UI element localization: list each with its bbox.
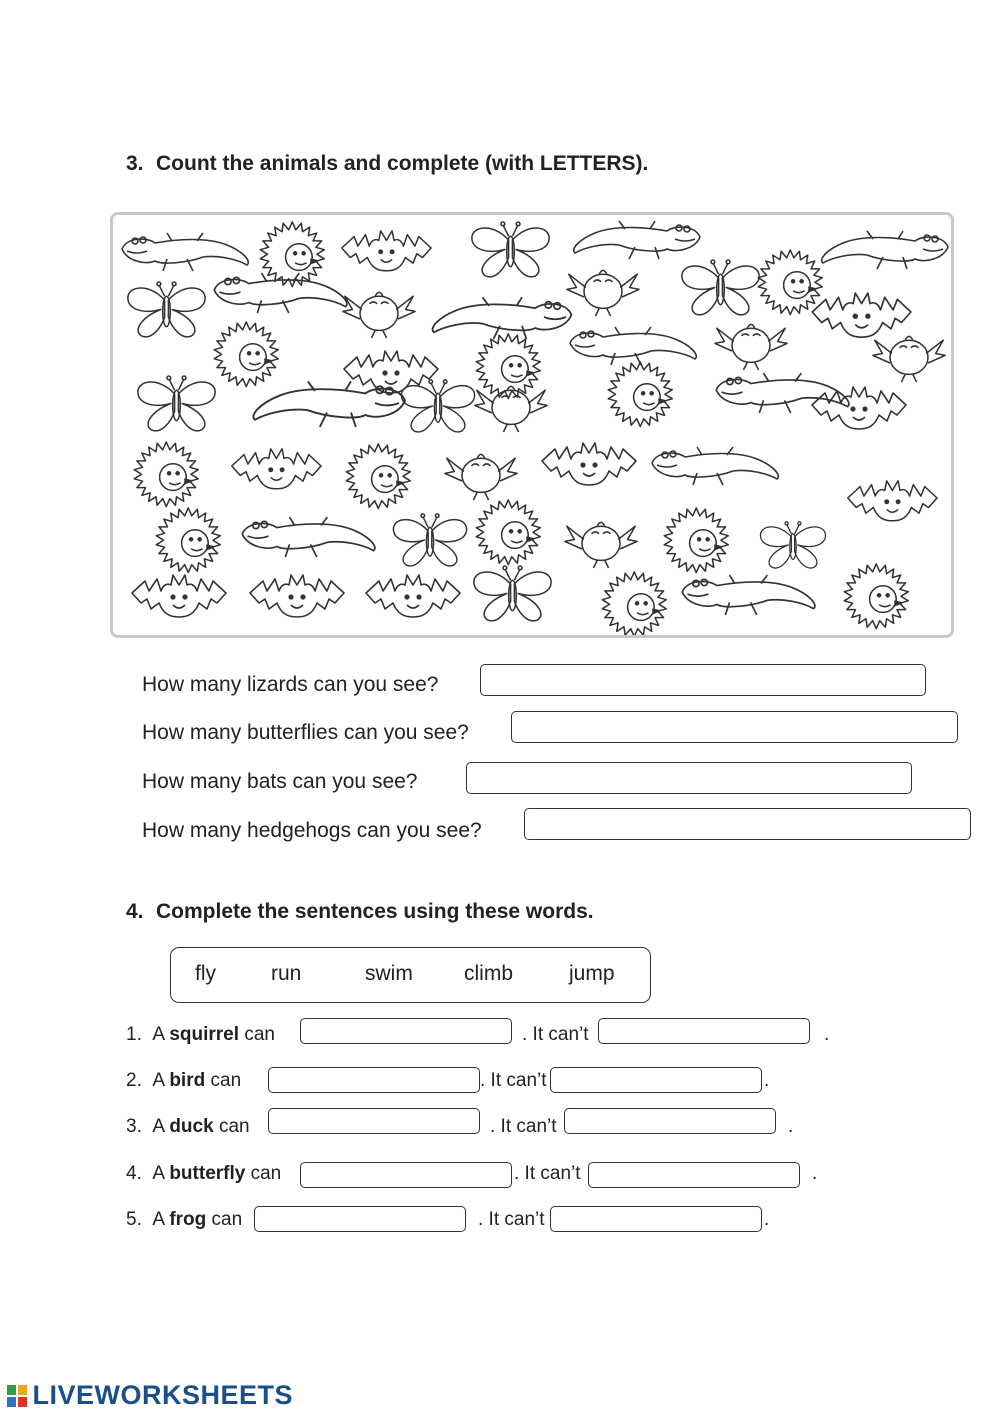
sentence-4-cant-input[interactable] <box>588 1162 800 1188</box>
sentence-article: A <box>152 1209 165 1230</box>
section-4-title: Complete the sentences using these words. <box>156 900 594 923</box>
sentence-4-start <box>126 1163 281 1185</box>
lizard-drawing <box>822 231 948 269</box>
sentence-4-cant: . It can’t <box>514 1163 581 1184</box>
bat-drawing <box>542 443 636 485</box>
lizard-drawing <box>682 575 815 615</box>
sentence-animal: duck <box>169 1116 214 1137</box>
bat-drawing <box>812 387 906 429</box>
bird-drawing <box>445 454 517 500</box>
question-hedgehogs: How many hedgehogs can you see? <box>142 819 482 842</box>
sentence-number: 5. <box>126 1209 142 1230</box>
butterfly-drawing <box>401 380 474 432</box>
sentence-2-can-input[interactable] <box>268 1067 480 1093</box>
bat-drawing <box>232 449 321 489</box>
butterfly-drawing <box>472 222 549 277</box>
sentence-animal: butterfly <box>169 1163 246 1184</box>
sentence-3-cant-input[interactable] <box>564 1108 776 1134</box>
butterflies-answer-input[interactable] <box>511 711 958 743</box>
sentence-article: A <box>152 1116 165 1137</box>
hedgehog-drawing <box>260 222 324 287</box>
word-bank <box>170 947 651 1003</box>
bat-drawing <box>366 575 460 617</box>
sentence-can: can <box>210 1070 242 1091</box>
sentence-article: A <box>152 1163 165 1184</box>
hedgehogs-answer-input[interactable] <box>524 808 971 840</box>
sentence-3-cant: . It can’t <box>490 1116 557 1137</box>
bat-drawing <box>250 575 344 617</box>
sentence-can: can <box>218 1116 250 1137</box>
sentence-article: A <box>152 1070 165 1091</box>
bird-drawing <box>567 270 639 316</box>
sentence-animal: bird <box>169 1070 206 1091</box>
section-3-title: Count the animals and complete (with LETTERS). <box>156 152 649 175</box>
bat-drawing <box>132 575 226 617</box>
sentence-1-can-input[interactable] <box>300 1018 512 1044</box>
animals-picture <box>110 212 954 638</box>
sentence-1-period: . <box>824 1024 830 1045</box>
animals-illustration <box>113 215 951 635</box>
sentence-can: can <box>211 1209 243 1230</box>
sentence-1-cant: . It can’t <box>522 1024 589 1045</box>
hedgehog-drawing <box>664 508 728 573</box>
hedgehog-drawing <box>476 500 540 565</box>
bats-answer-input[interactable] <box>466 762 912 794</box>
butterfly-drawing <box>682 260 759 315</box>
sentence-can: can <box>250 1163 282 1184</box>
liveworksheets-brand: LIVEWORKSHEETS <box>32 1380 293 1410</box>
bat-drawing <box>344 351 438 393</box>
section-3-number: 3. <box>126 152 144 175</box>
sentence-5-cant-input[interactable] <box>550 1206 762 1232</box>
bird-drawing <box>873 336 945 382</box>
lizard-drawing <box>253 381 405 427</box>
sentence-4-period: . <box>812 1163 818 1184</box>
hedgehog-drawing <box>758 250 822 315</box>
sentence-animal: frog <box>169 1209 207 1230</box>
sentence-2-cant: . It can’t <box>480 1070 547 1091</box>
butterfly-drawing <box>474 566 551 621</box>
section-4-number: 4. <box>126 900 144 923</box>
question-lizards: How many lizards can you see? <box>142 673 439 696</box>
butterfly-drawing <box>760 522 825 568</box>
word-climb: climb <box>464 962 514 985</box>
word-fly: fly <box>195 962 216 985</box>
sentence-1-cant-input[interactable] <box>598 1018 810 1044</box>
sentence-can: can <box>244 1024 275 1045</box>
bird-drawing <box>565 522 637 568</box>
sentence-2-cant-input[interactable] <box>550 1067 762 1093</box>
sentence-2-period: . <box>764 1070 770 1091</box>
bird-drawing <box>343 292 415 338</box>
sentence-3-can-input[interactable] <box>268 1108 480 1134</box>
hedgehog-drawing <box>156 508 220 573</box>
sentence-5-can-input[interactable] <box>254 1206 466 1232</box>
bat-drawing <box>812 293 911 337</box>
sentence-number: 2. <box>126 1070 142 1091</box>
bat-drawing <box>848 481 937 521</box>
sentence-5-cant: . It can’t <box>478 1209 545 1230</box>
hedgehog-drawing <box>134 442 198 507</box>
word-swim: swim <box>365 962 413 985</box>
sentence-number: 4. <box>126 1163 142 1184</box>
bat-drawing <box>342 231 431 271</box>
sentence-article: A <box>152 1024 165 1045</box>
question-butterflies: How many butterflies can you see? <box>142 721 469 744</box>
lizard-drawing <box>570 327 696 365</box>
hedgehog-drawing <box>346 444 410 509</box>
lizard-drawing <box>214 273 347 313</box>
lizard-drawing <box>433 297 572 339</box>
liveworksheets-logo <box>6 1380 293 1411</box>
section-4-heading <box>126 900 594 924</box>
sentence-3-start <box>126 1116 250 1138</box>
hedgehog-drawing <box>844 564 908 629</box>
butterfly-drawing <box>128 282 205 337</box>
liveworksheets-logo-icon <box>6 1383 28 1409</box>
lizard-drawing <box>242 517 375 557</box>
hedgehog-drawing <box>608 362 672 427</box>
lizards-answer-input[interactable] <box>480 664 926 696</box>
sentence-4-can-input[interactable] <box>300 1162 512 1188</box>
bird-drawing <box>715 324 787 370</box>
question-bats: How many bats can you see? <box>142 770 418 793</box>
butterfly-drawing <box>138 376 215 431</box>
hedgehog-drawing <box>602 572 666 635</box>
lizard-drawing <box>574 221 700 259</box>
section-3-heading <box>126 152 648 176</box>
sentence-number: 1. <box>126 1024 142 1045</box>
sentence-2-start <box>126 1070 241 1092</box>
sentence-5-period: . <box>764 1209 770 1230</box>
sentence-number: 3. <box>126 1116 142 1137</box>
sentence-3-period: . <box>788 1116 794 1137</box>
lizard-drawing <box>652 447 778 485</box>
hedgehog-drawing <box>214 322 278 387</box>
sentence-1-start <box>126 1024 275 1046</box>
word-jump: jump <box>569 962 615 985</box>
lizard-drawing <box>716 373 849 413</box>
lizard-drawing <box>122 233 248 271</box>
butterfly-drawing <box>393 514 466 566</box>
word-run: run <box>271 962 302 985</box>
sentence-animal: squirrel <box>169 1024 240 1045</box>
sentence-5-start <box>126 1209 242 1231</box>
